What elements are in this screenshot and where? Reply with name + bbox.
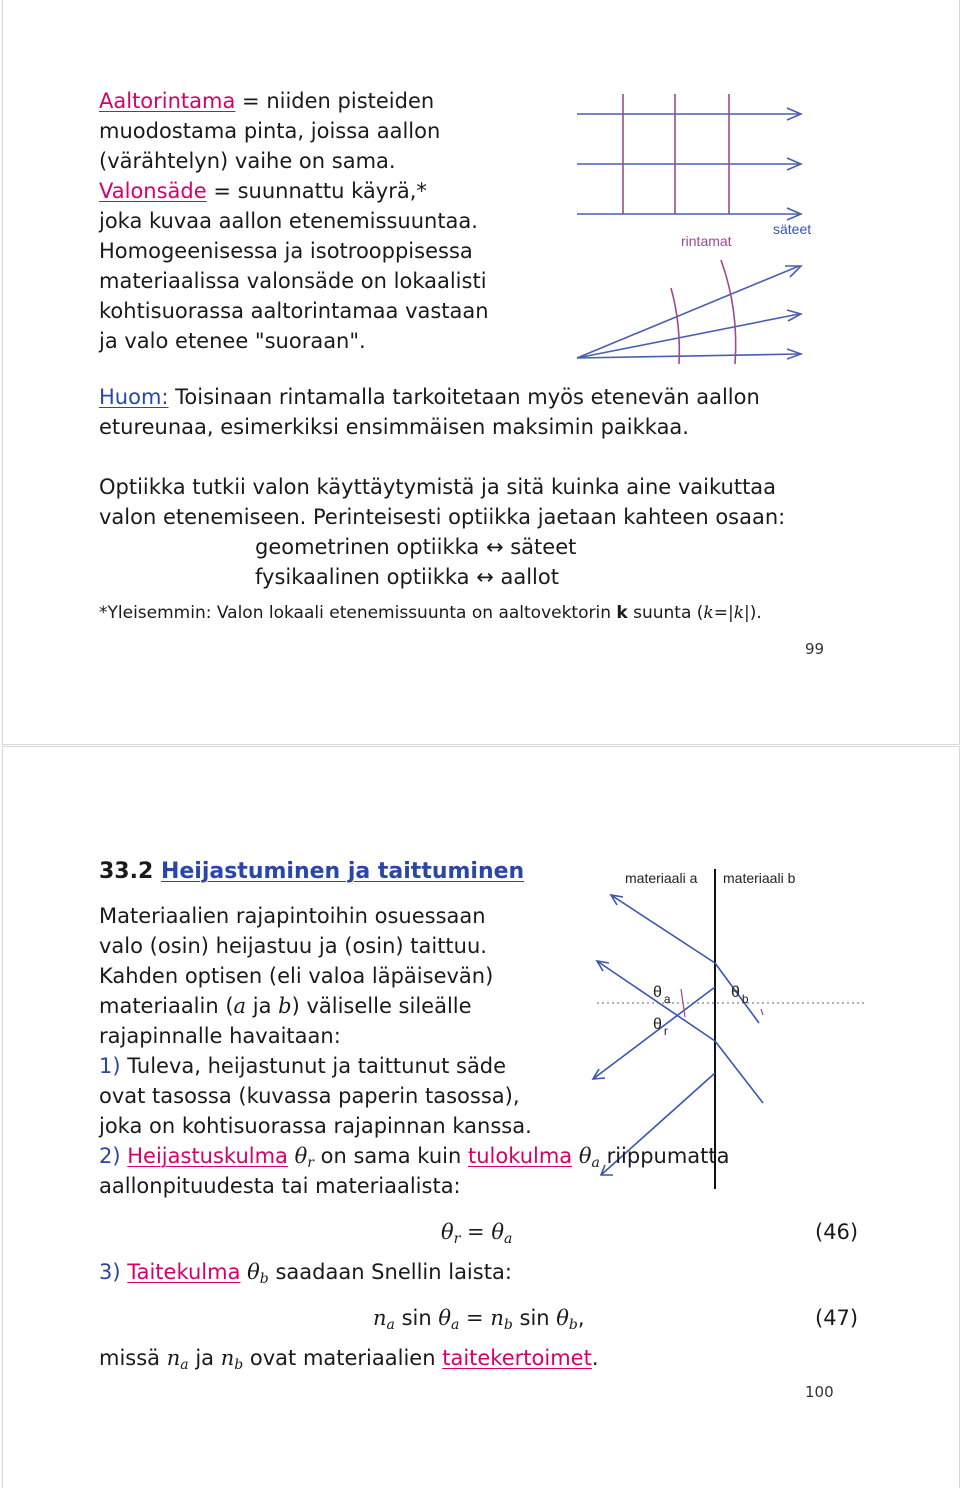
wavefront-arc [721,260,736,364]
math-theta-b: $\theta_b$ [247,1260,269,1287]
note-label[interactable]: Huom: [99,385,169,409]
text-span: Materiaalien rajapintoihin osuessaan [99,904,486,928]
term-refractive-indices[interactable]: taitekertoimet [442,1346,592,1370]
text-line [99,1343,599,1380]
refracted-ray [715,1041,763,1103]
wavefront-ray-figure [563,88,823,366]
note-text: Toisinaan rintamalla tarkoitetaan myös etenevän aallon [175,385,760,409]
wavefront-arc [671,288,679,364]
optics-physical: fysikaalinen optiikka ↔ aallot [255,565,559,589]
term-reflection-angle[interactable]: Heijastuskulma [127,1144,288,1168]
footnote [99,598,762,628]
page-number: 100 [805,1383,834,1401]
text-span: ja [252,994,272,1018]
math-theta-a: $\theta_a$ [578,1144,600,1171]
term-incidence-angle[interactable]: tulokulma [467,1144,573,1168]
text-line [99,901,565,931]
label-fronts: rintamat [681,233,732,249]
arrowhead [611,895,623,905]
equation-47: $n_a$ $\sin \theta_a = n_b$ $\sin \theta_b$, [373,1306,585,1333]
text-line: Kahden optisen (eli valoa läpäisevän) [99,964,494,988]
text-line: ja valo etenee "suoraan". [99,329,366,353]
list-item-3 [99,1257,512,1294]
page-99 [2,0,960,745]
label-material-b: materiaali b [723,870,796,886]
ray-line [577,266,799,358]
section-heading [99,857,524,887]
text-span: . [591,1346,599,1370]
label-rays: säteet [773,221,812,237]
optics-geometric: geometrinen optiikka ↔ säteet [255,535,577,559]
ray-line [577,354,799,358]
incident-ray [611,895,715,963]
list-number: 2) [99,1144,121,1168]
section-number: 33.2 [99,859,154,884]
term-refraction-angle[interactable]: Taitekulma [127,1260,241,1284]
equation-number-47: (47) [815,1306,859,1330]
text-line: joka on kohtisuorassa rajapinnan kanssa. [99,1114,532,1138]
text-line: valo (osin) heijastuu ja (osin) taittuu. [99,934,487,958]
text-span: ja [195,1346,215,1370]
equation-46: $\theta_r = \theta_a$ [441,1220,513,1247]
note-line [99,382,760,412]
text-line: materiaalissa valonsäde on lokaalisti [99,269,487,293]
text-line: joka kuvaa aallon etenemissuuntaa. [99,209,478,233]
text-line: Homogeenisessa ja isotrooppisessa [99,239,473,263]
footnote-equation: k=|k| [703,603,750,623]
list-item-1 [99,1051,506,1081]
page-100 [2,746,960,1488]
math-n-b: $n_b$ [220,1346,244,1373]
list-number: 3) [99,1260,121,1284]
text-span: ) väliselle sileälle [291,994,472,1018]
math-n-a: $n_a$ [166,1346,189,1373]
text-span: ovat materiaalien [249,1346,436,1370]
page-number: 99 [805,640,825,658]
definition-text: = niiden pisteiden [242,89,435,113]
ray-line [577,314,799,358]
text-line: (värähtelyn) vaihe on sama. [99,149,396,173]
footnote-k: k [616,603,628,623]
term-wavefront[interactable]: Aaltorintama [99,89,236,113]
text-span: materiaalin ( [99,994,234,1018]
term-ray[interactable]: Valonsäde [99,179,207,203]
text-span: Tuleva, heijastunut ja taittunut säde [127,1054,507,1078]
text-span: missä [99,1346,161,1370]
definition-text: = suunnattu käyrä,* [213,179,427,203]
theta-b-label: θ $_b$ [731,984,749,1006]
definition-ray [99,176,427,206]
text-line: aallonpituudesta tai materiaalista: [99,1174,461,1198]
equation-number-46: (46) [815,1220,859,1244]
text-line [99,991,472,1021]
text-line: rajapinnalle havaitaan: [99,1024,341,1048]
text-span: on sama kuin [320,1144,462,1168]
text-span: saadaan Snellin laista: [275,1260,512,1284]
text-line: Optiikka tutkii valon käyttäytymistä ja sitä kuinka aine vaikuttaa [99,475,777,499]
text-line: valon etenemiseen. Perinteisesti optiikka jaetaan kahteen osaan: [99,505,786,529]
list-number: 1) [99,1054,121,1078]
text-line: kohtisuorassa aaltorintamaa vastaan [99,299,489,323]
text-span: riippumatta [606,1144,730,1168]
section-title[interactable]: Heijastuminen ja taittuminen [160,859,525,884]
label-material-a: materiaali a [625,870,698,886]
math-a: a [233,994,247,1018]
definition-wavefront [99,86,434,116]
theta-a-label: θ $_a$ [653,984,671,1006]
math-theta-r: $\theta_r$ [294,1144,314,1171]
text-line: ovat tasossa (kuvassa paperin tasossa), [99,1084,520,1108]
text-line: muodostama pinta, joissa aallon [99,119,441,143]
note-line: etureunaa, esimerkiksi ensimmäisen maksimin paikkaa. [99,415,689,439]
angle-arc [761,1009,763,1015]
math-b: b [278,994,292,1018]
footnote-text: ). [749,603,762,623]
footnote-text: *Yleisemmin: Valon lokaali etenemissuunta on aaltovektorin [99,603,611,623]
footnote-text: suunta ( [633,603,704,623]
theta-r-label: θ $_r$ [653,1016,668,1038]
